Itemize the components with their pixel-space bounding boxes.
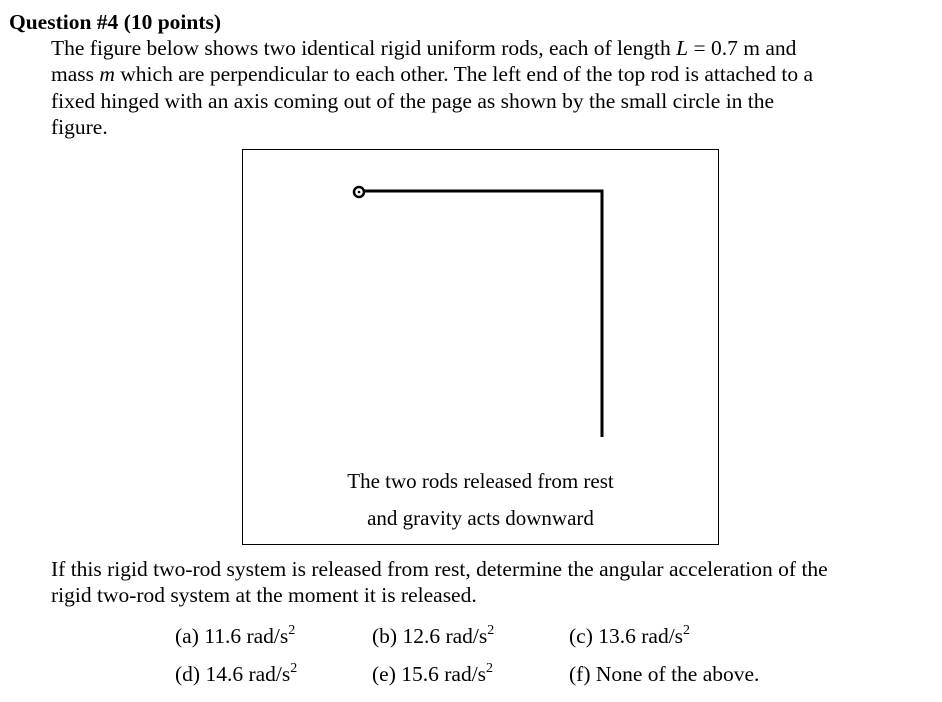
choice-f: (f) None of the above. xyxy=(569,662,760,686)
choice-b: (b) 12.6 rad/$s^2$ xyxy=(372,622,495,648)
figure-caption-line-2: and gravity acts downward xyxy=(367,506,594,530)
problem-line-4: figure. xyxy=(51,115,108,139)
question-heading xyxy=(9,9,221,35)
choice-d: (d) 14.6 rad/$s^2$ xyxy=(175,660,298,686)
prompt-line-2: rigid two-rod system at the moment it is released. xyxy=(51,583,477,607)
hinge-center xyxy=(358,191,361,194)
question-points: (10 points) xyxy=(123,10,222,34)
choice-e: (e) 15.6 rad/$s^2$ xyxy=(372,660,494,686)
choice-c: (c) 13.6 rad/$s^2$ xyxy=(569,622,691,648)
choice-a: (a) 11.6 rad/$s^2$ xyxy=(175,622,296,648)
problem-line-2: mass m which are perpendicular to each other. The left end of the top rod is attached to a xyxy=(51,62,813,86)
prompt-line-1: If this rigid two-rod system is released from rest, determine the angular acceleration of the xyxy=(51,557,828,581)
question-number: Question #4 xyxy=(9,10,119,34)
length-symbol: L xyxy=(676,36,689,60)
figure-box xyxy=(242,149,719,545)
mass-symbol: m xyxy=(99,62,115,86)
problem-line-1: The figure below shows two identical rigid uniform rods, each of length L = 0.7 m and xyxy=(51,36,797,60)
problem-line-3: fixed hinged with an axis coming out of the page as shown by the small circle in the xyxy=(51,89,775,113)
figure-caption-line-1: The two rods released from rest xyxy=(347,469,614,493)
